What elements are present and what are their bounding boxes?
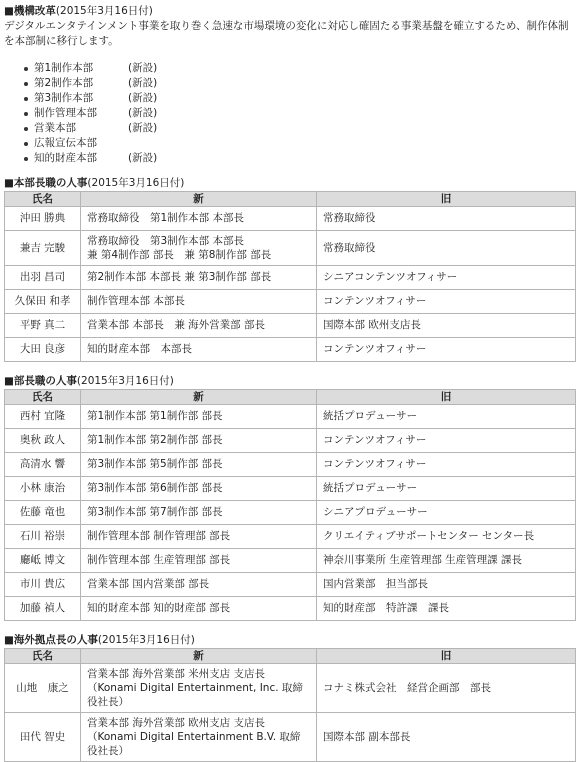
cell-old: クリエイティブサポートセンター センター長 xyxy=(317,524,576,548)
table-row xyxy=(5,452,576,476)
cell-new: 知的財産本部 本部長 xyxy=(81,337,317,361)
cell-new: 第1制作本部 第2制作部 部長 xyxy=(81,428,317,452)
section-title-managers: ■部長職の人事(2015年3月16日付) xyxy=(4,374,174,387)
department-note: (新設) xyxy=(128,91,158,104)
department-name: 第1制作本部 xyxy=(34,61,94,74)
cell-name: 田代 智史 xyxy=(5,713,81,762)
cell-new: 営業本部 海外営業部 欧州支店 支店長 （Konami Digital Entertainment B.V. 取締役社長） xyxy=(81,713,317,762)
department-item xyxy=(34,121,576,136)
cell-old: 統括プロデューサー xyxy=(317,404,576,428)
table-row xyxy=(5,230,576,265)
overseas-table xyxy=(4,648,576,762)
department-item xyxy=(34,136,576,151)
table-row xyxy=(5,265,576,289)
cell-name: 石川 裕崇 xyxy=(5,524,81,548)
table-row xyxy=(5,206,576,230)
cell-name: 平野 真二 xyxy=(5,313,81,337)
cell-new: 第2制作本部 本部長 兼 第3制作部 部長 xyxy=(81,265,317,289)
cell-name: 加藤 禎人 xyxy=(5,596,81,620)
cell-name: 佐藤 竜也 xyxy=(5,500,81,524)
cell-old: コンテンツオフィサー xyxy=(317,428,576,452)
department-note: (新設) xyxy=(128,61,158,74)
header-old: 旧 xyxy=(317,649,576,664)
cell-old: 神奈川事業所 生産管理部 生産管理課 課長 xyxy=(317,548,576,572)
table-row xyxy=(5,524,576,548)
cell-old: 常務取締役 xyxy=(317,230,576,265)
department-name: 制作管理本部 xyxy=(34,106,97,119)
cell-name: 高清水 響 xyxy=(5,452,81,476)
cell-name: 久保田 和孝 xyxy=(5,289,81,313)
cell-new: 制作管理本部 本部長 xyxy=(81,289,317,313)
department-name: 知的財産本部 xyxy=(34,151,97,164)
cell-new: 第3制作本部 第6制作部 部長 xyxy=(81,476,317,500)
intro-text: デジタルエンタテインメント事業を取り巻く急速な市場環境の変化に対応し確固たる事業基盤を確立するため、制作体制を本部制に移行します。 xyxy=(4,20,569,47)
cell-new: 常務取締役 第3制作本部 本部長 兼 第4制作部 部長 兼 第8制作部 部長 xyxy=(81,230,317,265)
cell-new: 第3制作本部 第7制作部 部長 xyxy=(81,500,317,524)
cell-new: 営業本部 国内営業部 部長 xyxy=(81,572,317,596)
department-name: 営業本部 xyxy=(34,121,76,134)
department-item xyxy=(34,61,576,76)
table-row xyxy=(5,476,576,500)
cell-old: 国際本部 副本部長 xyxy=(317,713,576,762)
cell-new: 営業本部 海外営業部 米州支店 支店長 （Konami Digital Entertainment, Inc. 取締役社長） xyxy=(81,664,317,713)
cell-new: 第3制作本部 第5制作部 部長 xyxy=(81,452,317,476)
department-note: (新設) xyxy=(128,151,158,164)
table-row xyxy=(5,500,576,524)
department-note: (新設) xyxy=(128,76,158,89)
table-row xyxy=(5,664,576,713)
cell-old: 常務取締役 xyxy=(317,206,576,230)
managers-table xyxy=(4,389,576,621)
cell-old: 統括プロデューサー xyxy=(317,476,576,500)
cell-name: 小林 康治 xyxy=(5,476,81,500)
section-title-heads: ■本部長職の人事(2015年3月16日付) xyxy=(4,176,185,189)
department-item xyxy=(34,106,576,121)
cell-old: コンテンツオフィサー xyxy=(317,337,576,361)
table-row xyxy=(5,596,576,620)
cell-new: 制作管理本部 生産管理部 部長 xyxy=(81,548,317,572)
cell-name: 市川 貴広 xyxy=(5,572,81,596)
table-row xyxy=(5,572,576,596)
header-new: 新 xyxy=(81,389,317,404)
section-title-organization: ■機構改革(2015年3月16日付) xyxy=(4,5,153,17)
organization-section xyxy=(4,4,576,166)
heads-table xyxy=(4,191,576,362)
cell-old: コンテンツオフィサー xyxy=(317,452,576,476)
department-name: 第2制作本部 xyxy=(34,76,94,89)
header-new: 新 xyxy=(81,191,317,206)
cell-old: コンテンツオフィサー xyxy=(317,289,576,313)
cell-new: 第1制作本部 第1制作部 部長 xyxy=(81,404,317,428)
cell-new: 知的財産本部 知的財産部 部長 xyxy=(81,596,317,620)
cell-name: 沖田 勝典 xyxy=(5,206,81,230)
department-note: (新設) xyxy=(128,121,158,134)
cell-name: 西村 宜隆 xyxy=(5,404,81,428)
department-item xyxy=(34,76,576,91)
department-item xyxy=(34,91,576,106)
section-title-overseas: ■海外拠点長の人事(2015年3月16日付) xyxy=(4,633,195,646)
cell-old: コナミ株式会社 経営企画部 部長 xyxy=(317,664,576,713)
cell-new: 制作管理本部 制作管理部 部長 xyxy=(81,524,317,548)
department-name: 第3制作本部 xyxy=(34,91,94,104)
cell-old: シニアコンテンツオフィサー xyxy=(317,265,576,289)
header-new: 新 xyxy=(81,649,317,664)
department-name: 広報宣伝本部 xyxy=(34,136,97,149)
table-row xyxy=(5,289,576,313)
table-row xyxy=(5,548,576,572)
table-row xyxy=(5,428,576,452)
department-list xyxy=(34,61,576,166)
header-old: 旧 xyxy=(317,191,576,206)
cell-new: 営業本部 本部長 兼 海外営業部 部長 xyxy=(81,313,317,337)
table-row xyxy=(5,713,576,762)
cell-new: 常務取締役 第1制作本部 本部長 xyxy=(81,206,317,230)
header-name: 氏名 xyxy=(5,191,81,206)
cell-old: 国際本部 欧州支店長 xyxy=(317,313,576,337)
cell-name: 兼吉 完駿 xyxy=(5,230,81,265)
cell-name: 山地 康之 xyxy=(5,664,81,713)
table-row xyxy=(5,404,576,428)
department-item xyxy=(34,151,576,166)
cell-old: 知的財産部 特許課 課長 xyxy=(317,596,576,620)
cell-name: 奥秋 政人 xyxy=(5,428,81,452)
table-row xyxy=(5,337,576,361)
cell-name: 廳岻 博文 xyxy=(5,548,81,572)
header-name: 氏名 xyxy=(5,389,81,404)
cell-name: 大田 良彦 xyxy=(5,337,81,361)
cell-name: 出羽 昌司 xyxy=(5,265,81,289)
table-row xyxy=(5,313,576,337)
cell-old: 国内営業部 担当部長 xyxy=(317,572,576,596)
header-name: 氏名 xyxy=(5,649,81,664)
department-note: (新設) xyxy=(128,106,158,119)
cell-old: シニアプロデューサー xyxy=(317,500,576,524)
header-old: 旧 xyxy=(317,389,576,404)
